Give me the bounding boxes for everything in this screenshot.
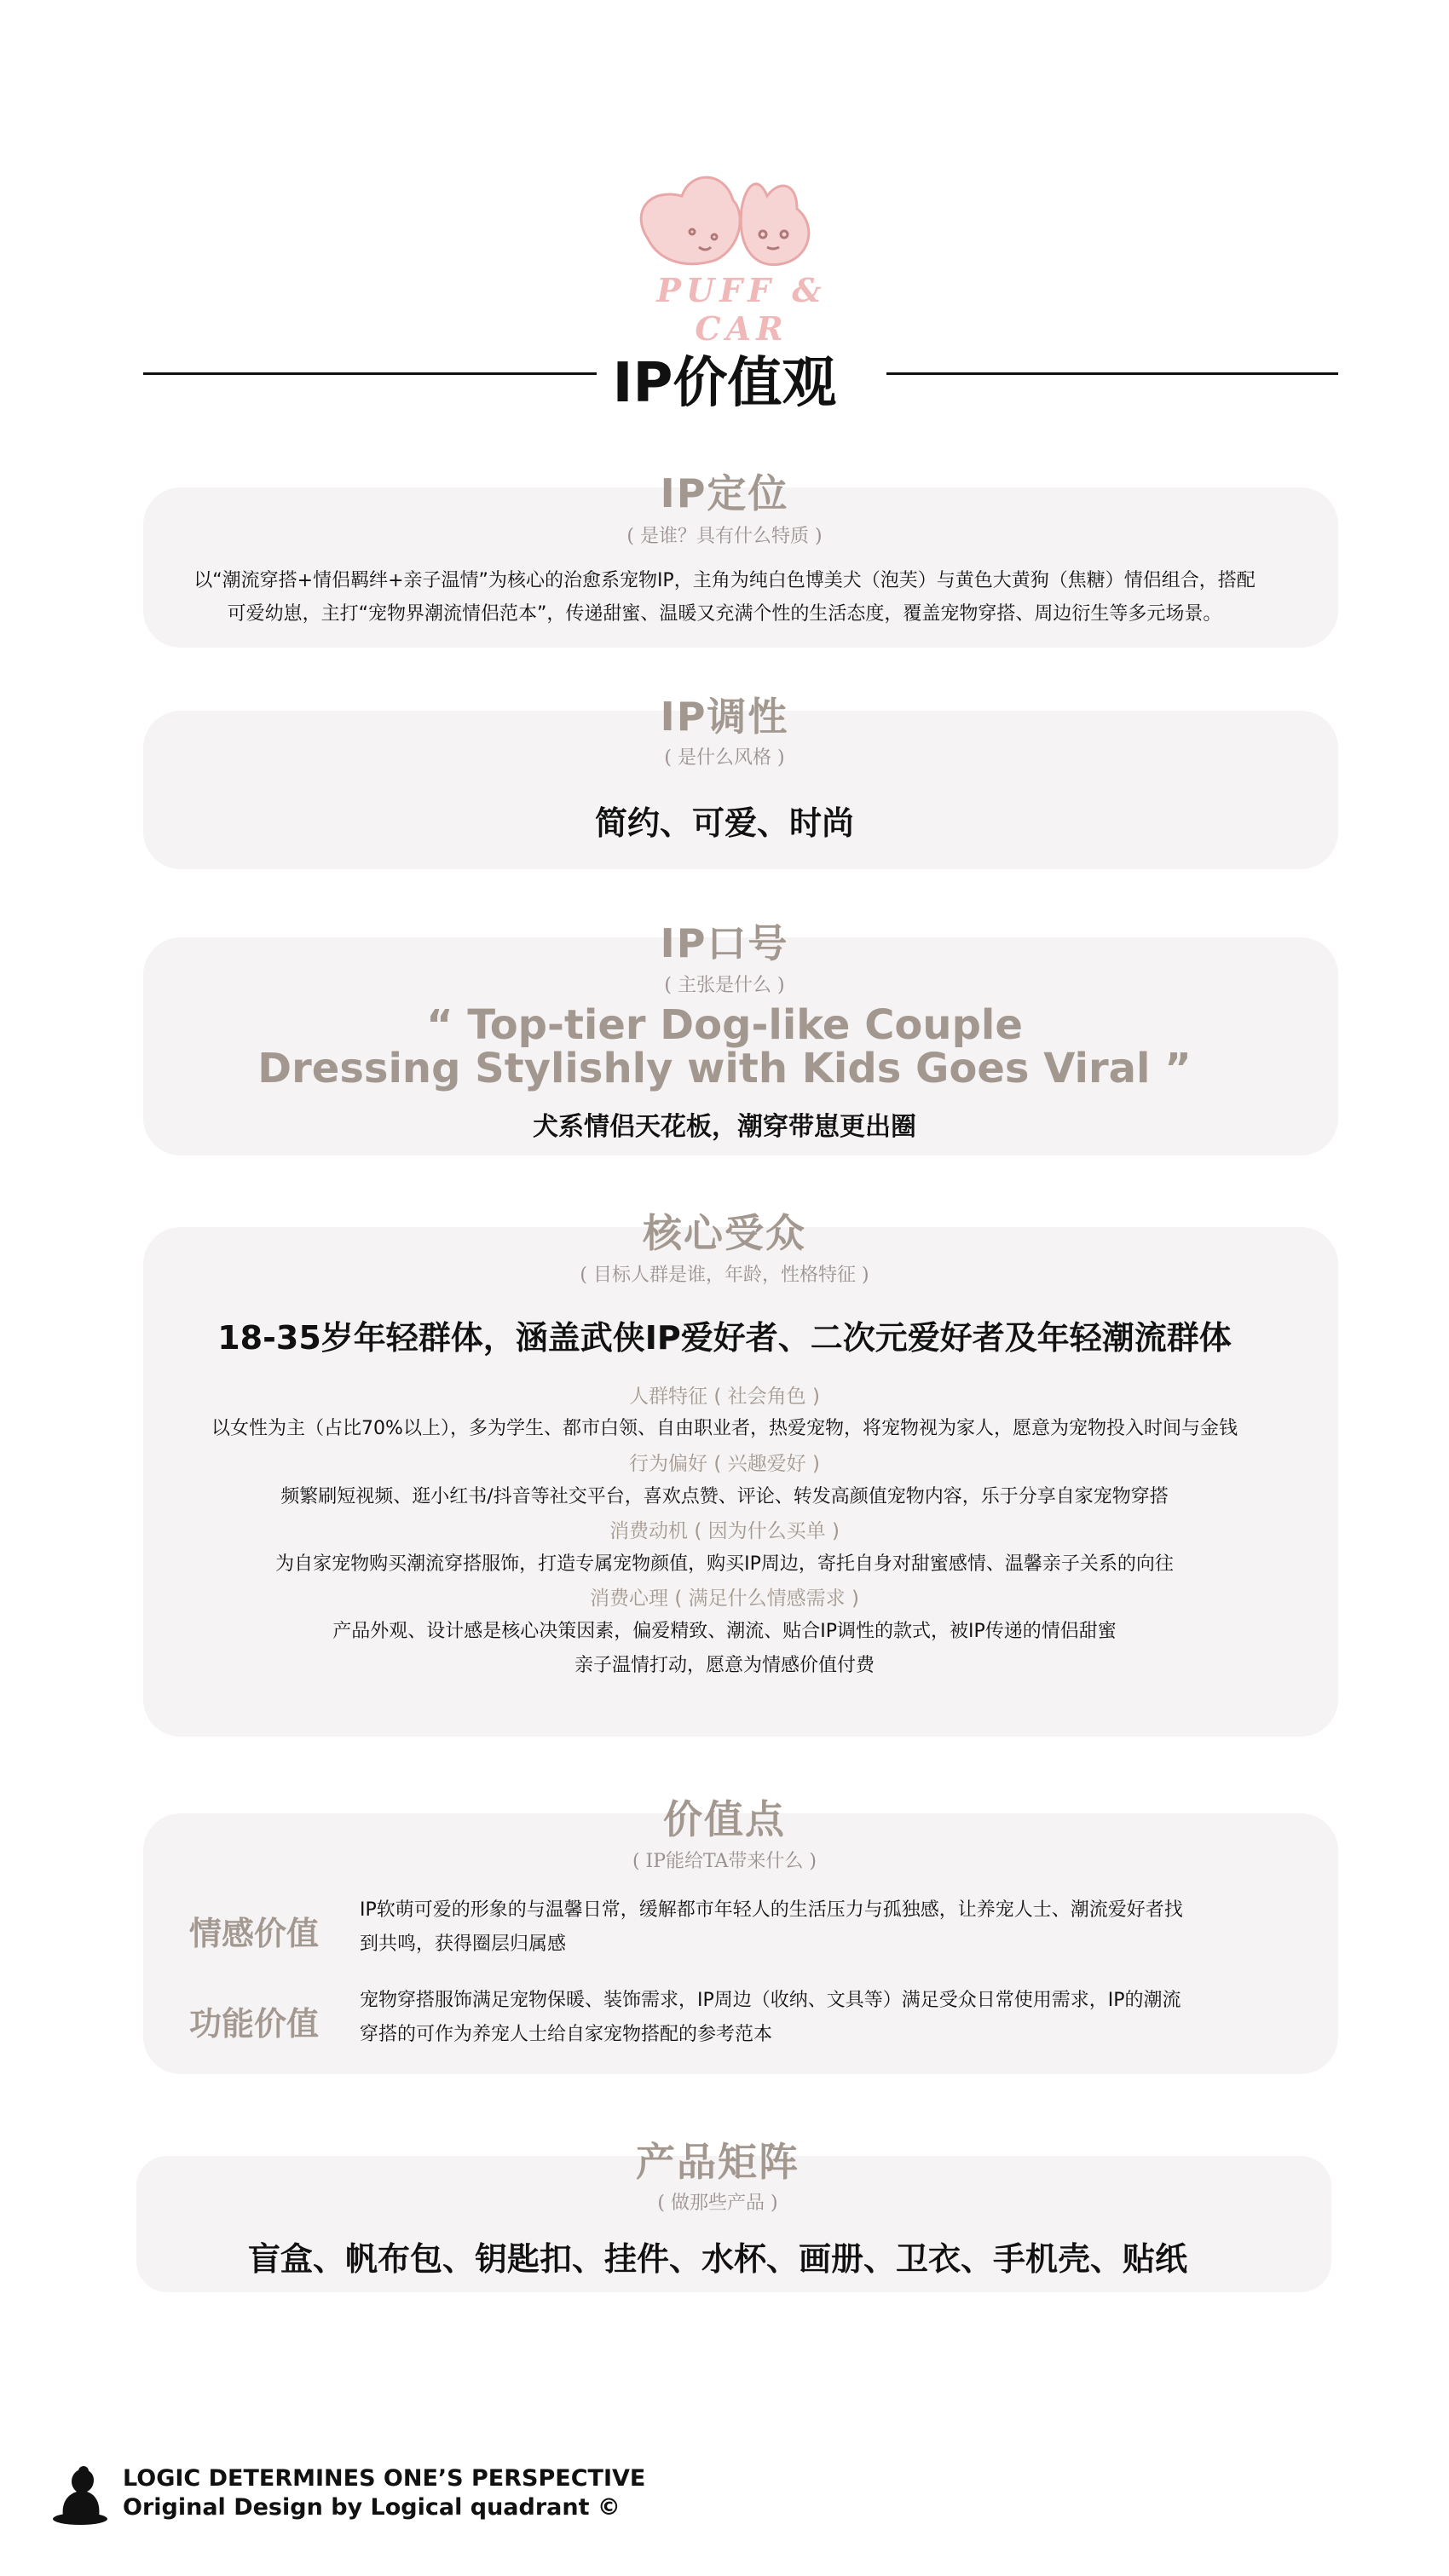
slogan-cn: 犬系情侣天花板，潮穿带崽更出圈	[533, 1112, 916, 1142]
audience-title: 核心受众	[643, 1210, 806, 1256]
audience-group-line: 频繁刷短视频、逛小红书/抖音等社交平台，喜欢点赞、评论、转发高颜值宠物内容，乐于分享自家宠物穿搭	[280, 1486, 1169, 1507]
positioning-subtitle: ( 是谁？具有什么特质 )	[626, 526, 823, 547]
value-subtitle: ( IP能给TA带来什么 )	[632, 1851, 817, 1872]
emotional-value-text	[360, 1893, 1297, 1962]
audience-group-line: 为自家宠物购买潮流穿搭服饰，打造专属宠物颜值，购买IP周边，寄托自身对甜蜜感情、温馨亲子关系的向往	[275, 1553, 1174, 1575]
tone-value: 简约、可爱、时尚	[594, 804, 854, 842]
functional-value-label: 功能价值	[189, 2005, 320, 2043]
functional-value-text	[360, 1984, 1297, 2052]
emotional-value-label: 情感价值	[189, 1915, 320, 1952]
audience-headline: 18-35岁年轻群体，涵盖武侠IP爱好者、二次元爱好者及年轻潮流群体	[217, 1319, 1232, 1357]
audience-subtitle: ( 目标人群是谁，年龄，性格特征 )	[580, 1265, 869, 1286]
value-line: 宠物穿搭服饰满足宠物保暖、装饰需求，IP周边（收纳、文具等）满足受众日常使用需求，IP的潮流	[360, 1990, 1181, 2011]
audience-group-head: 行为偏好 ( 兴趣爱好 )	[629, 1453, 820, 1475]
value-line: IP软萌可爱的形象的与温馨日常，缓解都市年轻人的生活压力与孤独感，让养宠人士、潮流爱好者找	[360, 1899, 1183, 1921]
positioning-title: IP定位	[660, 470, 789, 516]
slogan-subtitle: ( 主张是什么 )	[664, 975, 785, 996]
audience-group-head: 消费动机 ( 因为什么买单 )	[609, 1520, 840, 1542]
audience-group-line: 以女性为主（占比70%以上），多为学生、都市白领、自由职业者，热爱宠物，将宠物视为家人，愿意为宠物投入时间与金钱	[211, 1418, 1238, 1439]
footer-line1: LOGIC DETERMINES ONE’S PERSPECTIVE	[123, 2465, 646, 2492]
figure-logo-icon	[51, 2463, 109, 2526]
value-line: 到共鸣，获得圈层归属感	[360, 1933, 567, 1955]
slogan-title: IP口号	[660, 920, 789, 966]
products-value: 盲盒、帆布包、钥匙扣、挂件、水杯、画册、卫衣、手机壳、贴纸	[247, 2240, 1187, 2278]
products-subtitle: ( 做那些产品 )	[657, 2193, 778, 2214]
audience-group-head: 人群特征 ( 社会角色 )	[629, 1386, 820, 1408]
products-title: 产品矩阵	[636, 2139, 800, 2185]
value-title: 价值点	[663, 1796, 786, 1842]
audience-group-line: 亲子温情打动，愿意为情感价值付费	[574, 1655, 875, 1676]
audience-group-head: 消费心理 ( 满足什么情感需求 )	[590, 1588, 859, 1610]
slogan-en-line1: “ Top-tier Dog-like Couple	[426, 1001, 1023, 1049]
brand-logo	[597, 162, 869, 348]
slogan-en-line2: Dressing Stylishly with Kids Goes Viral ”	[257, 1045, 1192, 1092]
positioning-line: 以“潮流穿搭+情侣羁绊+亲子温情”为核心的治愈系宠物IP，主角为纯白色博美犬（泡芙）与黄色大黄狗（焦糖）情侣组合，搭配	[193, 570, 1256, 591]
logo-text: PUFF & CAR	[656, 271, 827, 348]
tone-subtitle: ( 是什么风格 )	[664, 747, 785, 769]
footer-line2: Original Design by Logical quadrant ©	[123, 2494, 621, 2521]
page-title: IP价值观	[612, 352, 837, 415]
positioning-line: 可爱幼崽，主打“宠物界潮流情侣范本”，传递甜蜜、温暖又充满个性的生活态度，覆盖宠物穿搭、周边衍生等多元场景。	[227, 603, 1222, 625]
footer-logo	[51, 2463, 109, 2526]
value-line: 穿搭的可作为养宠人士给自家宠物搭配的参考范本	[360, 2024, 773, 2045]
tone-title: IP调性	[660, 694, 789, 740]
audience-group-line: 产品外观、设计感是核心决策因素，偏爱精致、潮流、贴合IP调性的款式，被IP传递的情侣甜蜜	[332, 1621, 1117, 1642]
